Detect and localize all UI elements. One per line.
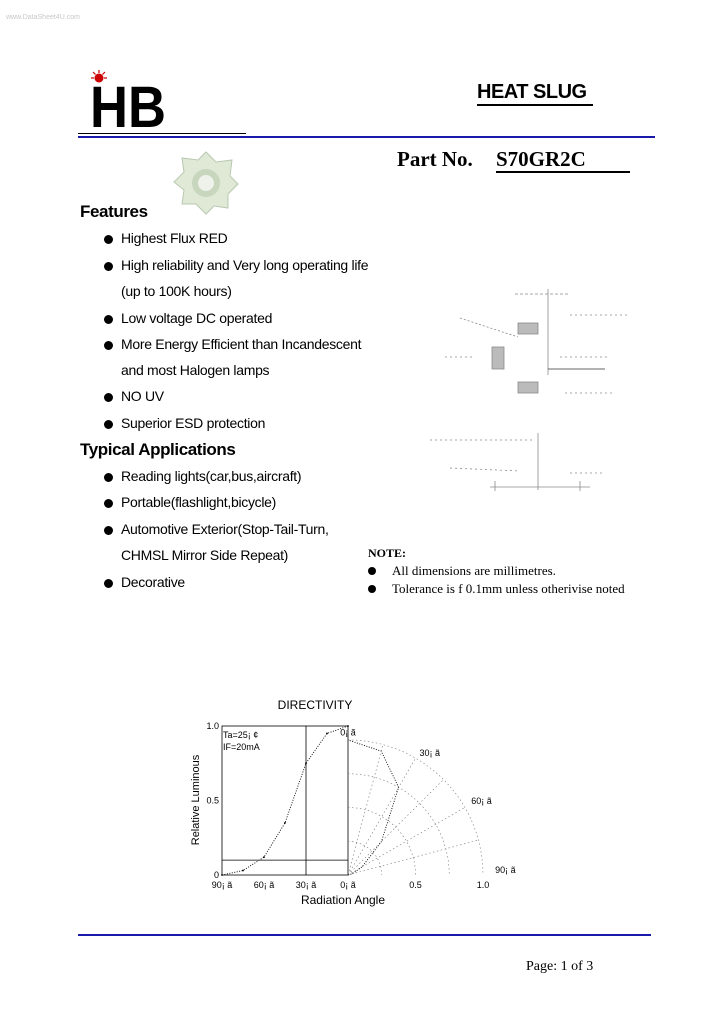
- feature-item: More Energy Efficient than Incandescent: [104, 336, 361, 352]
- polar-angle-label: 0¡ ã: [340, 727, 356, 738]
- led-star-image: [172, 148, 240, 216]
- logo-text: HB: [90, 75, 166, 132]
- part-label: Part No.: [397, 147, 473, 171]
- polar-angle-label: 30¡ ã: [419, 748, 441, 759]
- feature-item-continuation: (up to 100K hours): [121, 283, 232, 299]
- note-title: NOTE:: [368, 546, 407, 560]
- chart-x-tick-label: 0¡ ã: [340, 880, 356, 890]
- chart-y-tick-label: 0.5: [206, 795, 219, 806]
- note-item: Tolerance is f 0.1mm unless otherivise noted: [368, 581, 625, 597]
- chart-condition-temperature: Ta=25¡ ¢: [223, 730, 259, 740]
- feature-item: NO UV: [104, 388, 164, 404]
- bullet: [104, 262, 113, 271]
- bullet: [104, 315, 113, 324]
- chart-x-tick-label: 1.0: [476, 880, 490, 890]
- chart-title: DIRECTIVITY: [277, 698, 353, 712]
- application-item: Portable(flashlight,bicycle): [104, 494, 276, 510]
- applications-title: Typical Applications: [80, 440, 236, 459]
- directivity-data-point: [347, 725, 349, 727]
- page-number: Page: 1 of 3: [526, 959, 594, 974]
- chart-y-tick-label: 0: [213, 870, 219, 880]
- hb-logo: [88, 70, 168, 132]
- bullet: [104, 420, 113, 429]
- watermark: www.DataSheet4U.com: [6, 14, 80, 21]
- application-item-continuation: CHMSL Mirror Side Repeat): [121, 547, 289, 563]
- directivity-data-point: [221, 874, 223, 876]
- bullet: [104, 526, 113, 535]
- directivity-data-point: [242, 870, 244, 872]
- footer-rule-blue: [78, 934, 651, 936]
- bullet: [104, 235, 113, 244]
- part-number: S70GR2C: [496, 147, 630, 173]
- polar-angle-label: 90¡ ã: [495, 865, 516, 875]
- bullet: [104, 579, 113, 588]
- bullet: [104, 341, 113, 350]
- polar-grid-ray: [348, 745, 383, 875]
- polar-directivity-curve: [348, 740, 399, 875]
- polar-angle-label: 60¡ ã: [471, 796, 492, 807]
- polar-grid-ray: [348, 808, 465, 876]
- directivity-chart: [180, 690, 520, 915]
- feature-item: Low voltage DC operated: [104, 310, 272, 326]
- chart-y-axis-label: Relative Luminous: [190, 754, 202, 846]
- polar-grid-ray: [348, 758, 416, 875]
- application-item: Decorative: [104, 574, 185, 590]
- feature-item: High reliability and Very long operating life: [104, 257, 368, 273]
- directivity-data-point: [284, 822, 286, 824]
- chart-x-tick-label: 30¡ ã: [295, 880, 317, 890]
- chart-condition-current: IF=20mA: [223, 742, 260, 752]
- chart-x-tick-label: 60¡ ã: [253, 880, 275, 890]
- chart-x-tick-label: 90¡ ã: [211, 880, 233, 890]
- features-title: Features: [80, 202, 148, 221]
- directivity-data-point: [263, 856, 265, 858]
- dimension-drawing: [420, 285, 650, 505]
- feature-item-continuation: and most Halogen lamps: [121, 362, 270, 378]
- chart-y-tick-label: 1.0: [206, 721, 219, 731]
- feature-item: Highest Flux RED: [104, 230, 227, 246]
- header-rule-black: [78, 133, 246, 134]
- directivity-data-point: [326, 733, 328, 735]
- application-item: Reading lights(car,bus,aircraft): [104, 468, 301, 484]
- directivity-data-point: [305, 762, 307, 764]
- chart-x-tick-label: 0.5: [409, 880, 422, 890]
- header-rule-blue: [78, 136, 655, 138]
- bullet: [368, 567, 376, 575]
- feature-item: Superior ESD protection: [104, 415, 265, 431]
- chart-x-axis-label: Radiation Angle: [300, 893, 386, 907]
- note-item: All dimensions are millimetres.: [368, 563, 556, 579]
- application-item: Automotive Exterior(Stop-Tail-Turn,: [104, 521, 329, 537]
- doc-title: HEAT SLUG: [477, 80, 593, 106]
- bullet: [368, 585, 376, 593]
- bullet: [104, 473, 113, 482]
- bullet: [104, 393, 113, 402]
- bullet: [104, 499, 113, 508]
